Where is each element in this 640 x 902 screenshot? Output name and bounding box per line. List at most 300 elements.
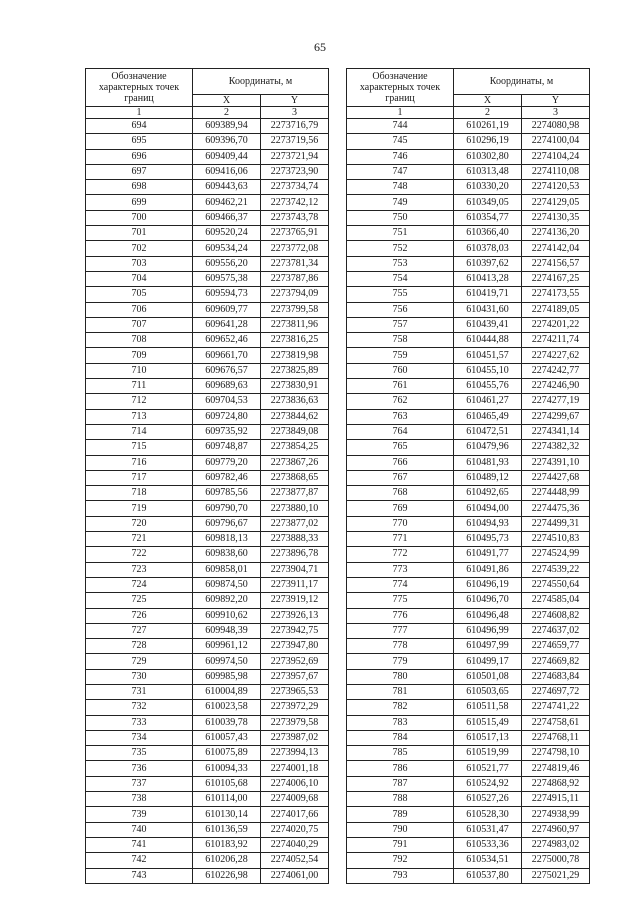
x-coordinate-cell: 609416,06 (193, 164, 261, 179)
point-id-cell: 788 (347, 792, 454, 807)
x-coordinate-cell: 609892,20 (193, 593, 261, 608)
point-id-cell: 784 (347, 730, 454, 745)
y-coordinate-cell: 2274683,84 (522, 669, 590, 684)
x-header: X (454, 95, 522, 107)
column-number-3: 3 (261, 107, 329, 119)
table-row (86, 593, 329, 608)
x-coordinate-cell: 609443,63 (193, 180, 261, 195)
point-id-cell: 704 (86, 271, 193, 286)
table-row (347, 256, 590, 271)
table-row (86, 700, 329, 715)
x-coordinate-cell: 610455,10 (454, 363, 522, 378)
x-coordinate-cell: 610528,30 (454, 807, 522, 822)
point-id-cell: 740 (86, 822, 193, 837)
point-id-cell: 774 (347, 577, 454, 592)
table-row (347, 547, 590, 562)
y-coordinate-cell: 2274104,24 (522, 149, 590, 164)
point-id-cell: 761 (347, 379, 454, 394)
point-id-cell: 724 (86, 577, 193, 592)
column-number-2: 2 (193, 107, 261, 119)
y-coordinate-cell: 2274741,22 (522, 700, 590, 715)
table-row (347, 379, 590, 394)
x-coordinate-cell: 610023,58 (193, 700, 261, 715)
x-coordinate-cell: 609689,63 (193, 379, 261, 394)
table-row (86, 807, 329, 822)
y-coordinate-cell: 2273877,02 (261, 516, 329, 531)
y-coordinate-cell: 2273811,96 (261, 317, 329, 332)
x-coordinate-cell: 610527,26 (454, 792, 522, 807)
table-row (86, 379, 329, 394)
y-coordinate-cell: 2273723,90 (261, 164, 329, 179)
point-id-cell: 752 (347, 241, 454, 256)
point-id-cell: 714 (86, 424, 193, 439)
point-designation-header: Обозначение характерных точек границ (347, 69, 454, 107)
y-coordinate-cell: 2273919,12 (261, 593, 329, 608)
point-id-cell: 790 (347, 822, 454, 837)
table-row (86, 792, 329, 807)
table-row (347, 623, 590, 638)
table-row (86, 134, 329, 149)
x-coordinate-cell: 609661,70 (193, 348, 261, 363)
y-coordinate-cell: 2274768,11 (522, 730, 590, 745)
y-coordinate-cell: 2273844,62 (261, 409, 329, 424)
y-coordinate-cell: 2273799,58 (261, 302, 329, 317)
point-id-cell: 775 (347, 593, 454, 608)
x-coordinate-cell: 609818,13 (193, 532, 261, 547)
x-coordinate-cell: 609985,98 (193, 669, 261, 684)
x-coordinate-cell: 609724,80 (193, 409, 261, 424)
y-coordinate-cell: 2274475,36 (522, 501, 590, 516)
point-id-cell: 762 (347, 394, 454, 409)
y-coordinate-cell: 2274697,72 (522, 684, 590, 699)
point-id-cell: 698 (86, 180, 193, 195)
x-coordinate-cell: 610465,49 (454, 409, 522, 424)
x-coordinate-cell: 610531,47 (454, 822, 522, 837)
point-id-cell: 733 (86, 715, 193, 730)
x-coordinate-cell: 610439,41 (454, 317, 522, 332)
point-id-cell: 792 (347, 853, 454, 868)
point-id-cell: 764 (347, 424, 454, 439)
x-coordinate-cell: 610533,36 (454, 837, 522, 852)
y-coordinate-cell: 2273825,89 (261, 363, 329, 378)
y-coordinate-cell: 2274499,31 (522, 516, 590, 531)
y-coordinate-cell: 2273888,33 (261, 532, 329, 547)
point-id-cell: 706 (86, 302, 193, 317)
point-id-cell: 716 (86, 455, 193, 470)
x-coordinate-cell: 610496,99 (454, 623, 522, 638)
table-row (347, 164, 590, 179)
table-row (347, 562, 590, 577)
point-id-cell: 760 (347, 363, 454, 378)
y-coordinate-cell: 2274659,77 (522, 639, 590, 654)
y-coordinate-cell: 2274080,98 (522, 119, 590, 134)
x-coordinate-cell: 609466,37 (193, 210, 261, 225)
table-row (347, 486, 590, 501)
point-id-cell: 697 (86, 164, 193, 179)
y-coordinate-cell: 2273942,75 (261, 623, 329, 638)
point-id-cell: 738 (86, 792, 193, 807)
x-coordinate-cell: 610534,51 (454, 853, 522, 868)
y-coordinate-cell: 2274758,61 (522, 715, 590, 730)
y-coordinate-cell: 2274448,99 (522, 486, 590, 501)
table-row (347, 287, 590, 302)
table-row (86, 516, 329, 531)
table-row (347, 807, 590, 822)
point-id-cell: 773 (347, 562, 454, 577)
y-coordinate-cell: 2274299,67 (522, 409, 590, 424)
y-coordinate-cell: 2273716,79 (261, 119, 329, 134)
table-row (86, 164, 329, 179)
x-coordinate-cell: 609838,60 (193, 547, 261, 562)
y-coordinate-cell: 2274017,66 (261, 807, 329, 822)
table-row (347, 730, 590, 745)
point-id-cell: 747 (347, 164, 454, 179)
point-id-cell: 767 (347, 470, 454, 485)
point-id-cell: 730 (86, 669, 193, 684)
point-id-cell: 759 (347, 348, 454, 363)
x-coordinate-cell: 609748,87 (193, 440, 261, 455)
y-coordinate-cell: 2273742,12 (261, 195, 329, 210)
table-row (347, 532, 590, 547)
point-id-cell: 709 (86, 348, 193, 363)
x-coordinate-cell: 610313,48 (454, 164, 522, 179)
x-coordinate-cell: 610517,13 (454, 730, 522, 745)
y-coordinate-cell: 2274227,62 (522, 348, 590, 363)
y-coordinate-cell: 2274001,18 (261, 761, 329, 776)
table-row (86, 210, 329, 225)
point-id-cell: 750 (347, 210, 454, 225)
y-coordinate-cell: 2273854,25 (261, 440, 329, 455)
x-coordinate-cell: 610261,19 (454, 119, 522, 134)
table-row (86, 470, 329, 485)
table-row (86, 730, 329, 745)
point-id-cell: 780 (347, 669, 454, 684)
x-coordinate-cell: 610451,57 (454, 348, 522, 363)
table-row (86, 639, 329, 654)
x-coordinate-cell: 610302,80 (454, 149, 522, 164)
table-row (347, 409, 590, 424)
point-id-cell: 749 (347, 195, 454, 210)
table-row (86, 119, 329, 134)
point-id-cell: 695 (86, 134, 193, 149)
x-coordinate-cell: 610492,65 (454, 486, 522, 501)
point-id-cell: 793 (347, 868, 454, 883)
point-id-cell: 772 (347, 547, 454, 562)
y-coordinate-cell: 2273911,17 (261, 577, 329, 592)
point-id-cell: 770 (347, 516, 454, 531)
point-id-cell: 711 (86, 379, 193, 394)
y-coordinate-cell: 2274637,02 (522, 623, 590, 638)
table-row (86, 684, 329, 699)
x-coordinate-cell: 610431,60 (454, 302, 522, 317)
table-row (86, 577, 329, 592)
table-row (86, 394, 329, 409)
x-coordinate-cell: 610039,78 (193, 715, 261, 730)
point-id-cell: 727 (86, 623, 193, 638)
y-coordinate-cell: 2273849,08 (261, 424, 329, 439)
y-coordinate-cell: 2274819,46 (522, 761, 590, 776)
table-row (86, 424, 329, 439)
table-row (347, 241, 590, 256)
x-coordinate-cell: 610494,93 (454, 516, 522, 531)
point-id-cell: 708 (86, 333, 193, 348)
x-coordinate-cell: 610496,19 (454, 577, 522, 592)
y-coordinate-cell: 2274524,99 (522, 547, 590, 562)
table-row (347, 868, 590, 883)
table-row (86, 180, 329, 195)
table-row (86, 486, 329, 501)
table-row (86, 241, 329, 256)
y-coordinate-cell: 2274100,04 (522, 134, 590, 149)
point-id-cell: 703 (86, 256, 193, 271)
x-coordinate-cell: 610519,99 (454, 746, 522, 761)
y-coordinate-cell: 2274960,97 (522, 822, 590, 837)
table-row (86, 761, 329, 776)
point-id-cell: 712 (86, 394, 193, 409)
x-coordinate-cell: 610397,62 (454, 256, 522, 271)
column-number-1: 1 (347, 107, 454, 119)
point-id-cell: 753 (347, 256, 454, 271)
point-id-cell: 737 (86, 776, 193, 791)
x-coordinate-cell: 609790,70 (193, 501, 261, 516)
y-coordinate-cell: 2274167,25 (522, 271, 590, 286)
y-coordinate-cell: 2274391,10 (522, 455, 590, 470)
y-coordinate-cell: 2273819,98 (261, 348, 329, 363)
table-row (86, 271, 329, 286)
table-row (86, 547, 329, 562)
table-row (347, 654, 590, 669)
table-row (347, 608, 590, 623)
x-coordinate-cell: 609594,73 (193, 287, 261, 302)
y-coordinate-cell: 2273836,63 (261, 394, 329, 409)
y-coordinate-cell: 2273904,71 (261, 562, 329, 577)
y-coordinate-cell: 2274983,02 (522, 837, 590, 852)
table-row (347, 853, 590, 868)
y-coordinate-cell: 2274009,68 (261, 792, 329, 807)
y-coordinate-cell: 2274120,53 (522, 180, 590, 195)
table-row (86, 149, 329, 164)
y-coordinate-cell: 2274550,64 (522, 577, 590, 592)
coordinates-header: Координаты, м (193, 69, 329, 95)
point-id-cell: 718 (86, 486, 193, 501)
point-id-cell: 701 (86, 226, 193, 241)
point-id-cell: 748 (347, 180, 454, 195)
table-row (86, 440, 329, 455)
table-row (86, 226, 329, 241)
x-coordinate-cell: 610521,77 (454, 761, 522, 776)
y-coordinate-cell: 2274052,54 (261, 853, 329, 868)
table-row (347, 348, 590, 363)
table-row (347, 470, 590, 485)
x-coordinate-cell: 609910,62 (193, 608, 261, 623)
table-row (347, 302, 590, 317)
x-coordinate-cell: 609779,20 (193, 455, 261, 470)
column-number-2: 2 (454, 107, 522, 119)
y-coordinate-cell: 2273994,13 (261, 746, 329, 761)
table-row (347, 593, 590, 608)
table-row (347, 776, 590, 791)
y-coordinate-cell: 2274669,82 (522, 654, 590, 669)
table-row (347, 333, 590, 348)
x-coordinate-cell: 610461,27 (454, 394, 522, 409)
x-coordinate-cell: 609575,38 (193, 271, 261, 286)
table-row (86, 837, 329, 852)
x-coordinate-cell: 610495,73 (454, 532, 522, 547)
x-coordinate-cell: 610075,89 (193, 746, 261, 761)
x-coordinate-cell: 609389,94 (193, 119, 261, 134)
x-coordinate-cell: 609796,67 (193, 516, 261, 531)
x-coordinate-cell: 609556,20 (193, 256, 261, 271)
point-id-cell: 742 (86, 853, 193, 868)
point-id-cell: 739 (86, 807, 193, 822)
y-coordinate-cell: 2273867,26 (261, 455, 329, 470)
y-coordinate-cell: 2274868,92 (522, 776, 590, 791)
point-id-cell: 729 (86, 654, 193, 669)
point-id-cell: 728 (86, 639, 193, 654)
x-coordinate-cell: 610444,88 (454, 333, 522, 348)
y-coordinate-cell: 2274915,11 (522, 792, 590, 807)
table-row (86, 348, 329, 363)
table-row (347, 792, 590, 807)
x-coordinate-cell: 610413,28 (454, 271, 522, 286)
point-id-cell: 735 (86, 746, 193, 761)
y-coordinate-cell: 2273957,67 (261, 669, 329, 684)
y-coordinate-cell: 2274585,04 (522, 593, 590, 608)
point-id-cell: 736 (86, 761, 193, 776)
y-coordinate-cell: 2273877,87 (261, 486, 329, 501)
y-coordinate-cell: 2274539,22 (522, 562, 590, 577)
x-coordinate-cell: 609534,24 (193, 241, 261, 256)
y-coordinate-cell: 2273952,69 (261, 654, 329, 669)
point-id-cell: 785 (347, 746, 454, 761)
x-coordinate-cell: 610503,65 (454, 684, 522, 699)
y-coordinate-cell: 2273743,78 (261, 210, 329, 225)
point-id-cell: 746 (347, 149, 454, 164)
x-header: X (193, 95, 261, 107)
x-coordinate-cell: 609520,24 (193, 226, 261, 241)
y-coordinate-cell: 2273868,65 (261, 470, 329, 485)
table-row (347, 639, 590, 654)
y-coordinate-cell: 2274040,29 (261, 837, 329, 852)
point-id-cell: 787 (347, 776, 454, 791)
x-coordinate-cell: 610094,33 (193, 761, 261, 776)
point-id-cell: 717 (86, 470, 193, 485)
x-coordinate-cell: 609652,46 (193, 333, 261, 348)
x-coordinate-cell: 610206,28 (193, 853, 261, 868)
y-coordinate-cell: 2273734,74 (261, 180, 329, 195)
table-row (347, 669, 590, 684)
point-id-cell: 744 (347, 119, 454, 134)
point-id-cell: 705 (86, 287, 193, 302)
y-coordinate-cell: 2274136,20 (522, 226, 590, 241)
table-row (86, 455, 329, 470)
y-coordinate-cell: 2273721,94 (261, 149, 329, 164)
y-coordinate-cell: 2273979,58 (261, 715, 329, 730)
y-coordinate-cell: 2274211,74 (522, 333, 590, 348)
y-coordinate-cell: 2274173,55 (522, 287, 590, 302)
point-id-cell: 756 (347, 302, 454, 317)
x-coordinate-cell: 610296,19 (454, 134, 522, 149)
table-row (86, 501, 329, 516)
y-coordinate-cell: 2273965,53 (261, 684, 329, 699)
y-coordinate-cell: 2274130,35 (522, 210, 590, 225)
x-coordinate-cell: 610183,92 (193, 837, 261, 852)
y-coordinate-cell: 2273794,09 (261, 287, 329, 302)
y-coordinate-cell: 2274427,68 (522, 470, 590, 485)
table-row (86, 623, 329, 638)
point-id-cell: 722 (86, 547, 193, 562)
y-coordinate-cell: 2274189,05 (522, 302, 590, 317)
table-row (347, 149, 590, 164)
y-coordinate-cell: 2274242,77 (522, 363, 590, 378)
y-coordinate-cell: 2274201,22 (522, 317, 590, 332)
x-coordinate-cell: 609462,21 (193, 195, 261, 210)
table-row (86, 317, 329, 332)
point-id-cell: 778 (347, 639, 454, 654)
point-id-cell: 721 (86, 532, 193, 547)
point-id-cell: 731 (86, 684, 193, 699)
x-coordinate-cell: 610349,05 (454, 195, 522, 210)
y-coordinate-cell: 2274277,19 (522, 394, 590, 409)
y-coordinate-cell: 2275000,78 (522, 853, 590, 868)
point-id-cell: 725 (86, 593, 193, 608)
table-row (347, 761, 590, 776)
point-id-cell: 702 (86, 241, 193, 256)
x-coordinate-cell: 610057,43 (193, 730, 261, 745)
point-id-cell: 757 (347, 317, 454, 332)
table-row (86, 654, 329, 669)
y-coordinate-cell: 2273765,91 (261, 226, 329, 241)
y-coordinate-cell: 2273972,29 (261, 700, 329, 715)
point-id-cell: 768 (347, 486, 454, 501)
x-coordinate-cell: 609676,57 (193, 363, 261, 378)
coordinates-table-right (346, 68, 590, 884)
y-coordinate-cell: 2274142,04 (522, 241, 590, 256)
table-row (347, 455, 590, 470)
x-coordinate-cell: 609704,53 (193, 394, 261, 409)
x-coordinate-cell: 610491,77 (454, 547, 522, 562)
x-coordinate-cell: 609858,01 (193, 562, 261, 577)
y-coordinate-cell: 2275021,29 (522, 868, 590, 883)
point-id-cell: 741 (86, 837, 193, 852)
table-row (347, 501, 590, 516)
x-coordinate-cell: 609785,56 (193, 486, 261, 501)
table-row (86, 287, 329, 302)
table-row (347, 134, 590, 149)
point-id-cell: 786 (347, 761, 454, 776)
table-row (347, 210, 590, 225)
point-id-cell: 776 (347, 608, 454, 623)
point-id-cell: 782 (347, 700, 454, 715)
table-row (347, 195, 590, 210)
table-row (86, 363, 329, 378)
y-coordinate-cell: 2274006,10 (261, 776, 329, 791)
x-coordinate-cell: 609609,77 (193, 302, 261, 317)
point-id-cell: 732 (86, 700, 193, 715)
point-id-cell: 696 (86, 149, 193, 164)
y-header: Y (522, 95, 590, 107)
point-id-cell: 720 (86, 516, 193, 531)
x-coordinate-cell: 610472,51 (454, 424, 522, 439)
y-coordinate-cell: 2273880,10 (261, 501, 329, 516)
table-row (347, 363, 590, 378)
x-coordinate-cell: 610479,96 (454, 440, 522, 455)
point-id-cell: 734 (86, 730, 193, 745)
y-coordinate-cell: 2273816,25 (261, 333, 329, 348)
y-coordinate-cell: 2274938,99 (522, 807, 590, 822)
x-coordinate-cell: 610494,00 (454, 501, 522, 516)
x-coordinate-cell: 610354,77 (454, 210, 522, 225)
